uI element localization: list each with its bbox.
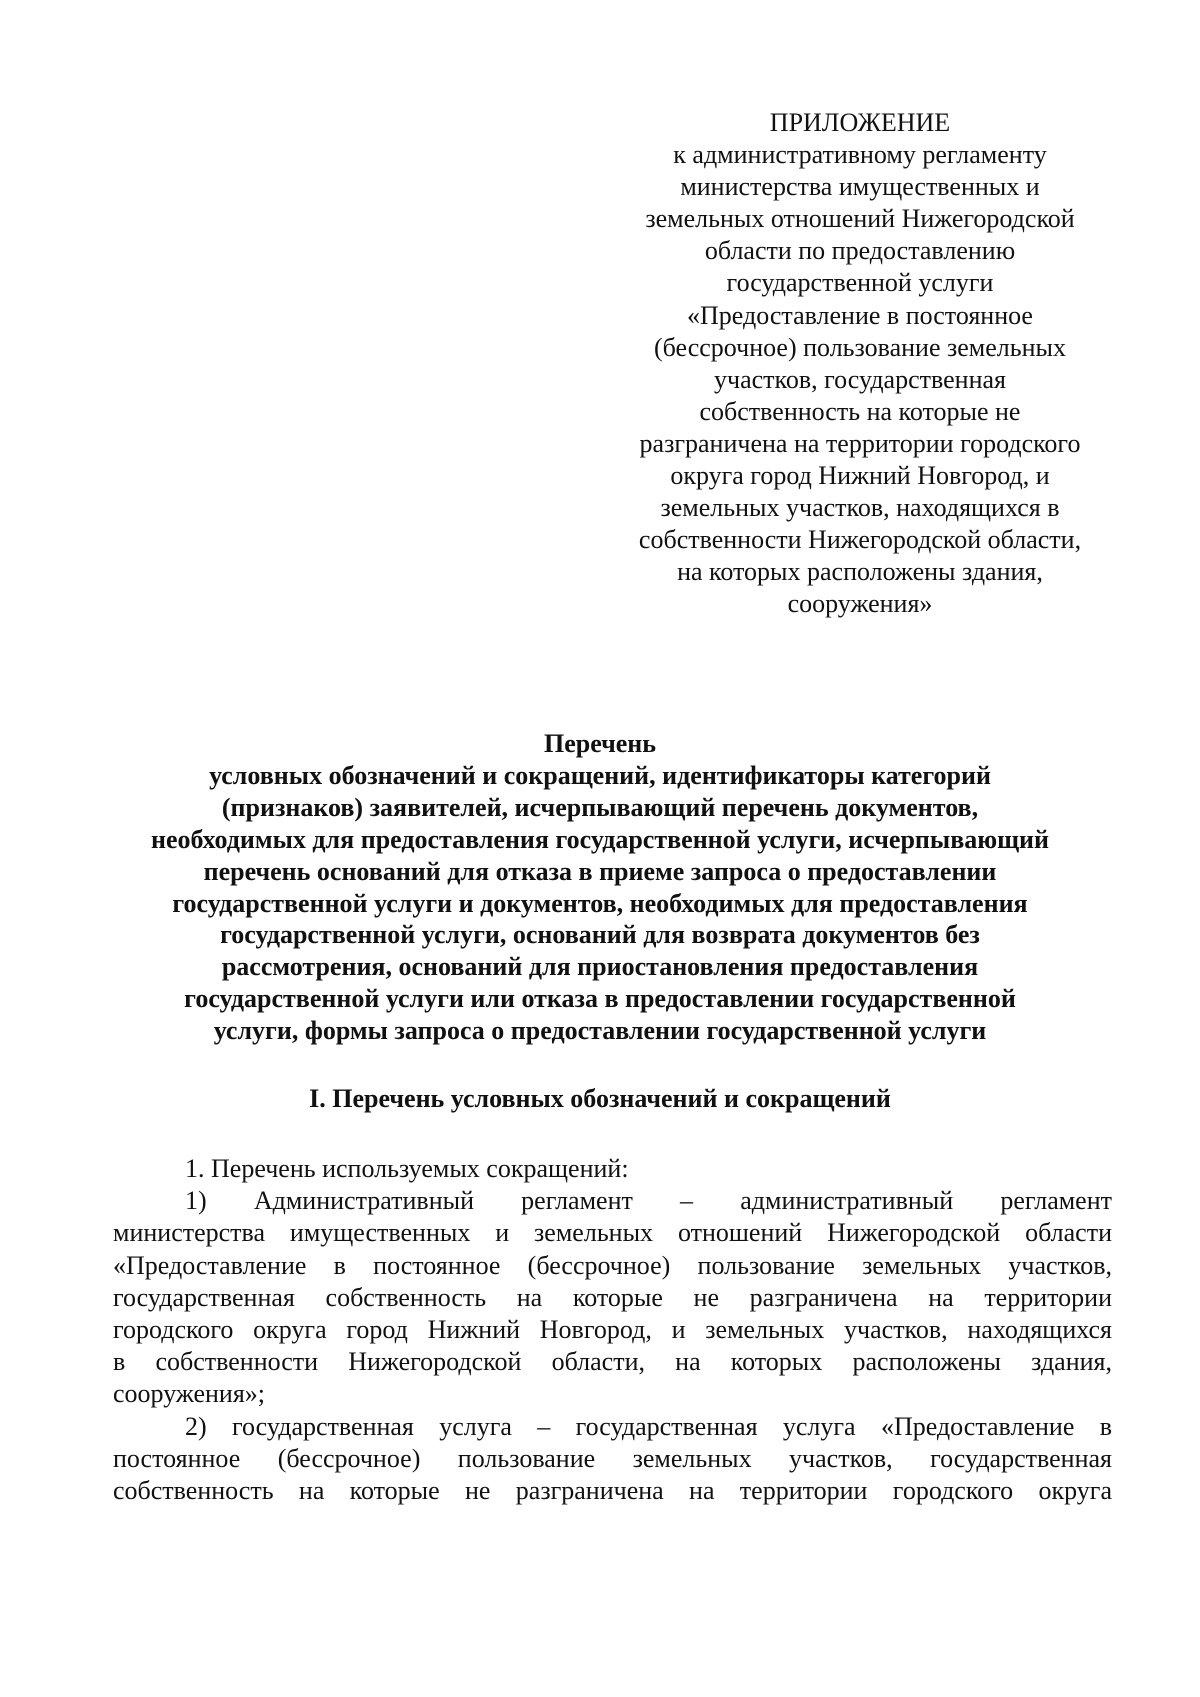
section-heading: I. Перечень условных обозначений и сокращений [309,1084,891,1113]
paragraph-line: постоянное (бессрочное) пользование земельных участков, государственная [113,1443,1112,1473]
appendix-line: разграничена на территории городского [639,428,1081,458]
title-line: необходимых для предоставления государственной услуги, исчерпывающий [150,824,1050,854]
paragraph-line: в собственности Нижегородской области, на которых расположены здания, [113,1347,1112,1377]
document-title [100,728,1100,1047]
paragraph-line: сооружения»; [113,1379,266,1409]
appendix-line: собственности Нижегородской области, [638,525,1082,555]
appendix-line: земельных участков, находящихся в [660,493,1060,523]
paragraph-line: городского округа город Нижний Новгород, и земельных участков, находящихся [113,1314,1112,1344]
appendix-line: государственной услуги [726,268,994,298]
appendix-line: собственность на которые не [699,396,1021,426]
paragraph-line: государственная собственность на которые не разграничена на территории [113,1282,1112,1312]
title-line: (признаков) заявителей, исчерпывающий перечень документов, [221,792,979,822]
appendix-line: министерства имущественных и [680,172,1040,202]
appendix-header [605,107,1115,621]
appendix-line: к административному регламенту [673,140,1047,170]
title-line: Перечень [543,729,657,758]
paragraph-line: министерства имущественных и земельных отношений Нижегородской области [113,1218,1112,1248]
appendix-line: участков, государственная [714,364,1006,394]
appendix-line: «Предоставление в постоянное [687,300,1033,330]
title-line: условных обозначений и сокращений, идентификаторы категорий [209,760,991,790]
title-line: перечень оснований для отказа в приеме запроса о предоставлении [203,856,997,886]
paragraph-line: «Предоставление в постоянное (бессрочное) пользование земельных участков, [113,1250,1112,1280]
title-line: услуги, формы запроса о предоставлении государственной услуги [213,1016,987,1046]
appendix-line: округа город Нижний Новгород, и [670,461,1050,491]
title-line: государственной услуги или отказа в предоставлении государственной [184,984,1016,1014]
appendix-line: ПРИЛОЖЕНИЕ [769,108,951,137]
appendix-line: сооружения» [787,589,933,619]
appendix-line: области по предоставлению [704,236,1016,266]
appendix-line: земельных отношений Нижегородской [645,204,1075,234]
paragraph-line: 1. Перечень используемых сокращений: [185,1154,629,1183]
appendix-line: на которых расположены здания, [677,557,1043,587]
body-text [113,1153,1112,1507]
title-line: государственной услуги и документов, необходимых для предоставления [172,888,1028,918]
title-line: рассмотрения, оснований для приостановления предоставления [221,952,979,982]
title-line: государственной услуги, оснований для возврата документов без [220,920,980,950]
paragraph-line: собственность на которые не разграничена на территории городского округа [113,1475,1112,1505]
paragraph-line: 2) государственная услуга – государственная услуга «Предоставление в [185,1411,1112,1441]
appendix-line: (бессрочное) пользование земельных [653,332,1067,362]
paragraph-line: 1) Административный регламент – административный регламент [185,1186,1112,1216]
